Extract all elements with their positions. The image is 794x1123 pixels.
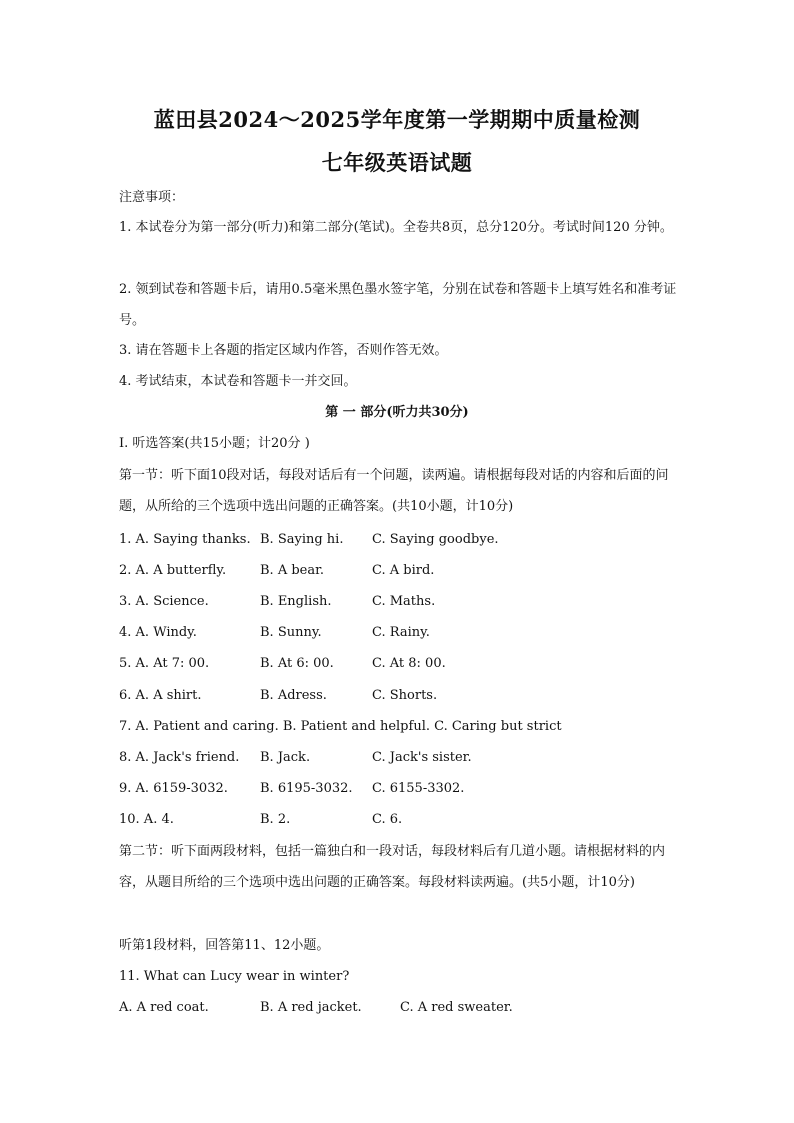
option-a: A. A red coat. bbox=[119, 1000, 209, 1015]
option-b: B. 2. bbox=[260, 812, 291, 827]
notes-heading: 注意事项： bbox=[119, 190, 185, 205]
option-c: C. 6. bbox=[372, 812, 403, 827]
option-b: B. Adress. bbox=[260, 688, 327, 703]
note-2: 2. 领到试卷和答题卡后，请用0.5毫米黑色墨水签字笔，分别在试卷和答题卡上填写姓名和准考证号。 bbox=[119, 282, 677, 328]
question-row bbox=[119, 530, 719, 550]
section2-instructions: 第二节：听下面两段材料，包括一篇独白和一段对话，每段材料后有几道小题。请根据材料的内容，从题目所给的三个选项中选出问题的正确答案。每段材料读两遍。(共5小题，计10分) bbox=[119, 844, 666, 890]
question-row bbox=[119, 779, 719, 799]
question-row bbox=[119, 998, 719, 1018]
question-row bbox=[119, 654, 719, 674]
option-a: 9. A. 6159-3032. bbox=[119, 781, 228, 796]
option-c: C. At 8: 00. bbox=[372, 656, 446, 671]
option-c: C. Shorts. bbox=[372, 688, 438, 703]
question-row bbox=[119, 686, 719, 706]
question-row bbox=[119, 810, 719, 830]
option-c: C. Saying goodbye. bbox=[372, 532, 499, 547]
option-b: B. English. bbox=[260, 594, 332, 609]
note-1: 1. 本试卷分为第一部分(听力)和第二部分(笔试)。全卷共8页，总分120分。考试时间120 分钟。 bbox=[119, 220, 673, 235]
option-c: C. Rainy. bbox=[372, 625, 430, 640]
material1-intro: 听第1段材料，回答第11、12小题。 bbox=[119, 938, 330, 953]
option-b: B. Saying hi. bbox=[260, 532, 344, 547]
question-row bbox=[119, 623, 719, 643]
option-b: B. Jack. bbox=[260, 750, 311, 765]
option-a: 4. A. Windy. bbox=[119, 625, 197, 640]
section1-title: I. 听选答案(共15小题；计20分 ) bbox=[119, 436, 310, 451]
option-a: 5. A. At 7: 00. bbox=[119, 656, 210, 671]
note-3: 3. 请在答题卡上各题的指定区域内作答，否则作答无效。 bbox=[119, 343, 448, 358]
option-a: 6. A. A shirt. bbox=[119, 688, 202, 703]
option-c: C. 6155-3302. bbox=[372, 781, 465, 796]
option-a: 2. A. A butterfly. bbox=[119, 563, 227, 578]
question-row bbox=[119, 592, 719, 612]
option-c: C. A bird. bbox=[372, 563, 435, 578]
note-4: 4. 考试结束，本试卷和答题卡一并交回。 bbox=[119, 374, 357, 389]
part1-heading: 第 一 部分(听力共30分) bbox=[325, 405, 469, 420]
question-row bbox=[119, 748, 719, 768]
option-b: B. Sunny. bbox=[260, 625, 322, 640]
option-a: 1. A. Saying thanks. bbox=[119, 532, 251, 547]
exam-subtitle: 七年级英语试题 bbox=[321, 150, 473, 175]
option-b: B. At 6: 00. bbox=[260, 656, 334, 671]
exam-title: 蓝田县2024～2025学年度第一学期期中质量检测 bbox=[153, 107, 641, 132]
question-11: 11. What can Lucy wear in winter? bbox=[119, 969, 350, 984]
option-c: C. Jack's sister. bbox=[372, 750, 472, 765]
option-c: C. A red sweater. bbox=[400, 1000, 513, 1015]
question-row bbox=[119, 561, 719, 581]
option-c: C. Maths. bbox=[372, 594, 436, 609]
section1-instructions: 第一节：听下面10段对话，每段对话后有一个问题，读两遍。请根据每段对话的内容和后面的问题，从所给的三个选项中选出问题的正确答案。(共10小题，计10分) bbox=[119, 468, 669, 514]
option-b: B. A bear. bbox=[260, 563, 325, 578]
option-b: B. 6195-3032. bbox=[260, 781, 353, 796]
question-7: 7. A. Patient and caring. B. Patient and helpful. C. Caring but strict bbox=[119, 719, 562, 734]
option-a: 3. A. Science. bbox=[119, 594, 209, 609]
option-a: 10. A. 4. bbox=[119, 812, 174, 827]
option-b: B. A red jacket. bbox=[260, 1000, 362, 1015]
option-a: 8. A. Jack's friend. bbox=[119, 750, 240, 765]
